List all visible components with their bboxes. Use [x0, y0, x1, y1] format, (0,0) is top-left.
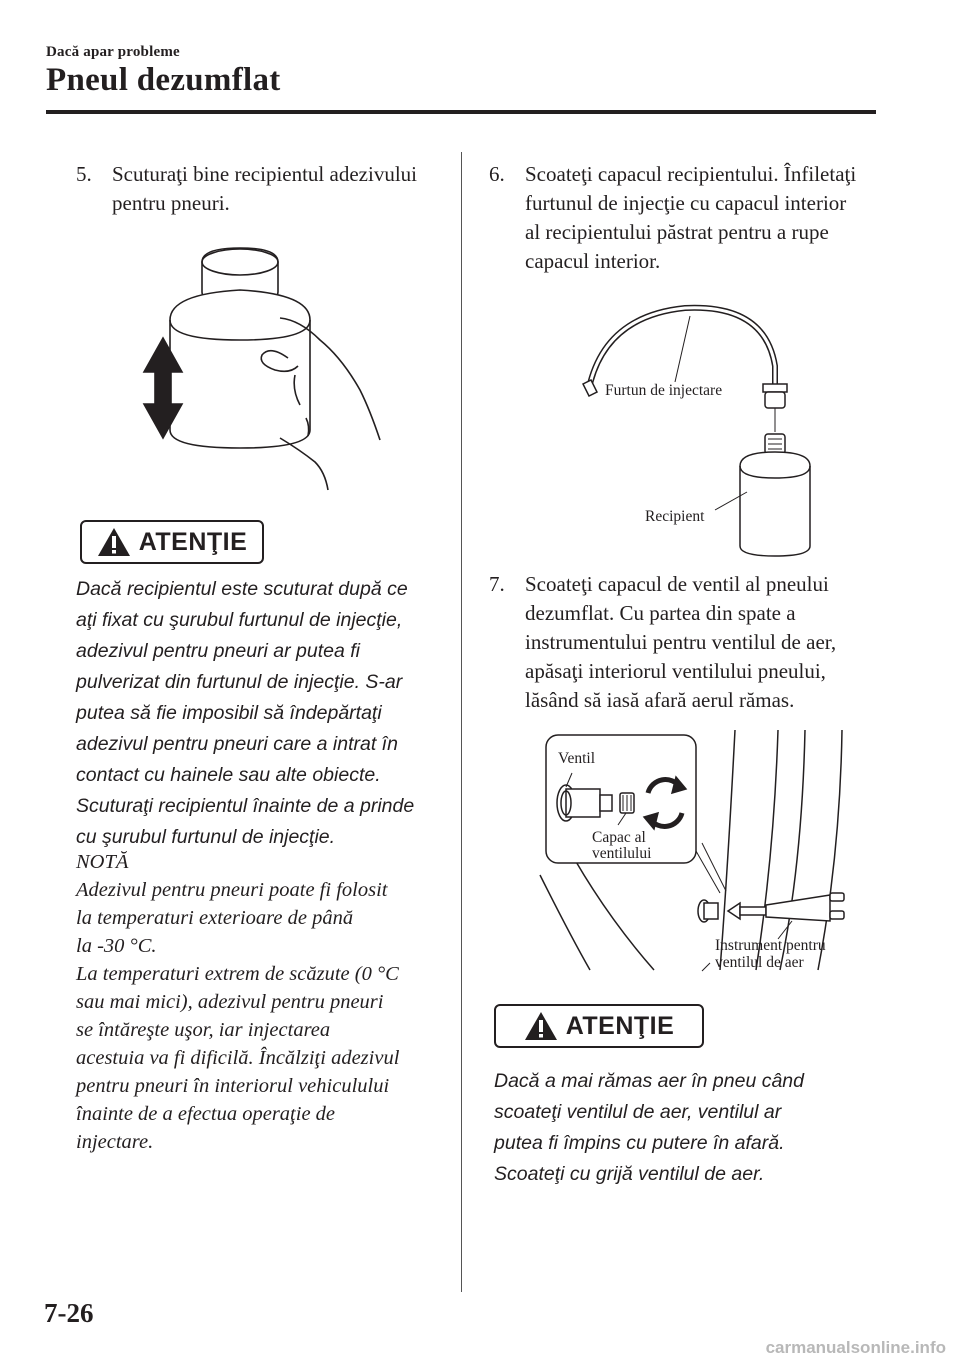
hose-label: Furtun de injectare — [605, 382, 723, 399]
tool-label — [715, 937, 826, 971]
step-line: Scoateţi capacul recipientului. Înfiletaţi — [525, 162, 857, 186]
column-divider — [461, 152, 462, 1292]
page-number: 7-26 — [44, 1298, 94, 1328]
tool-label-line: ventilul de aer — [715, 954, 804, 971]
caution-box — [494, 1004, 704, 1048]
caution-text — [76, 574, 461, 853]
caution-line: Scoateţi cu grijă ventilul de aer. — [494, 1163, 765, 1185]
warning-icon — [524, 1011, 558, 1041]
hose-container-illustration — [575, 296, 835, 558]
warning-icon — [97, 527, 131, 557]
step-line: capacul interior. — [525, 249, 661, 273]
caution-label: ATENŢIE — [138, 527, 248, 556]
caution-line: Scuturaţi recipientul înainte de a prinde — [76, 795, 415, 817]
caution-line: adezivul pentru pneuri care a intrat în — [76, 733, 398, 755]
caution-line: putea să fie imposibil să îndepărtaţi — [76, 702, 382, 724]
valve-tool-figure — [530, 725, 870, 980]
valve-cap-label-line: Capac al — [592, 829, 646, 846]
note — [76, 848, 461, 1156]
note-line: pentru pneuri în interiorul vehiculului — [76, 1075, 390, 1097]
caution-line: Dacă a mai rămas aer în pneu când — [494, 1070, 805, 1092]
step-number: 7. — [489, 572, 505, 596]
valve-label: Ventil — [558, 750, 596, 767]
note-line: Adezivul pentru pneuri poate fi folosit — [76, 879, 388, 901]
caution-line: aţi fixat cu şurubul furtunul de injecţie, — [76, 609, 403, 631]
step-line: instrumentului pentru ventilul de aer, — [525, 630, 837, 654]
caution-line: scoateţi ventilul de aer, ventilul ar — [494, 1101, 782, 1123]
container-label: Recipient — [645, 508, 705, 525]
note-line: injectare. — [76, 1131, 154, 1153]
caution-box — [80, 520, 264, 564]
page-title: Pneul dezumflat — [46, 62, 281, 98]
note-line: La temperaturi extrem de scăzute (0 °C — [76, 963, 399, 985]
step-line: Scoateţi capacul de ventil al pneului — [525, 572, 829, 596]
step-line: lăsând să iasă afară aerul rămas. — [525, 688, 795, 712]
note-line: se întăreşte uşor, iar injectarea — [76, 1019, 331, 1041]
step-line: furtunul de injecţie cu capacul interior — [525, 191, 847, 215]
caution-line: putea fi împins cu putere în afară. — [494, 1132, 785, 1154]
caution-line: adezivul pentru pneuri ar putea fi — [76, 640, 361, 662]
step-line: dezumflat. Cu partea din spate a — [525, 601, 796, 625]
caution-line: pulverizat din furtunul de injecţie. S-ar — [76, 671, 403, 693]
step-line: pentru pneuri. — [112, 191, 230, 215]
step-number: 5. — [76, 162, 92, 186]
step-line: Scuturaţi bine recipientul adezivului — [112, 162, 417, 186]
tool-label-line: Instrument pentru — [715, 937, 826, 954]
note-line: înainte de a efectua operaţie de — [76, 1103, 336, 1125]
title-rule — [46, 110, 876, 114]
note-line: sau mai mici), adezivul pentru pneuri — [76, 991, 384, 1013]
step-5 — [76, 160, 456, 218]
watermark: carmanualsonline.info — [765, 1338, 946, 1357]
caution-label: ATENŢIE — [565, 1011, 675, 1040]
note-heading: NOTĂ — [76, 851, 129, 873]
hose-container-figure — [575, 296, 835, 558]
shake-bottle-illustration — [130, 240, 390, 500]
valve-cap-label-line: ventilului — [592, 845, 652, 862]
caution-line: cu şurubul furtunul de injecţie. — [76, 826, 336, 848]
step-line: al recipientului păstrat pentru a rupe — [525, 220, 829, 244]
caution-line: Dacă recipientul este scuturat după ce — [76, 578, 408, 600]
caution-text — [494, 1066, 884, 1190]
step-number: 6. — [489, 162, 505, 186]
section-label: Dacă apar probleme — [46, 44, 180, 60]
step-7 — [489, 570, 889, 715]
step-6 — [489, 160, 889, 276]
valve-cap-label — [592, 830, 651, 862]
note-line: la -30 °C. — [76, 935, 157, 957]
note-line: la temperaturi exterioare de până — [76, 907, 354, 929]
caution-line: contact cu hainele sau alte obiecte. — [76, 764, 381, 786]
note-line: acestuia va fi dificilă. Încălziţi adezivul — [76, 1047, 400, 1069]
step-line: apăsaţi interiorul ventilului pneului, — [525, 659, 826, 683]
